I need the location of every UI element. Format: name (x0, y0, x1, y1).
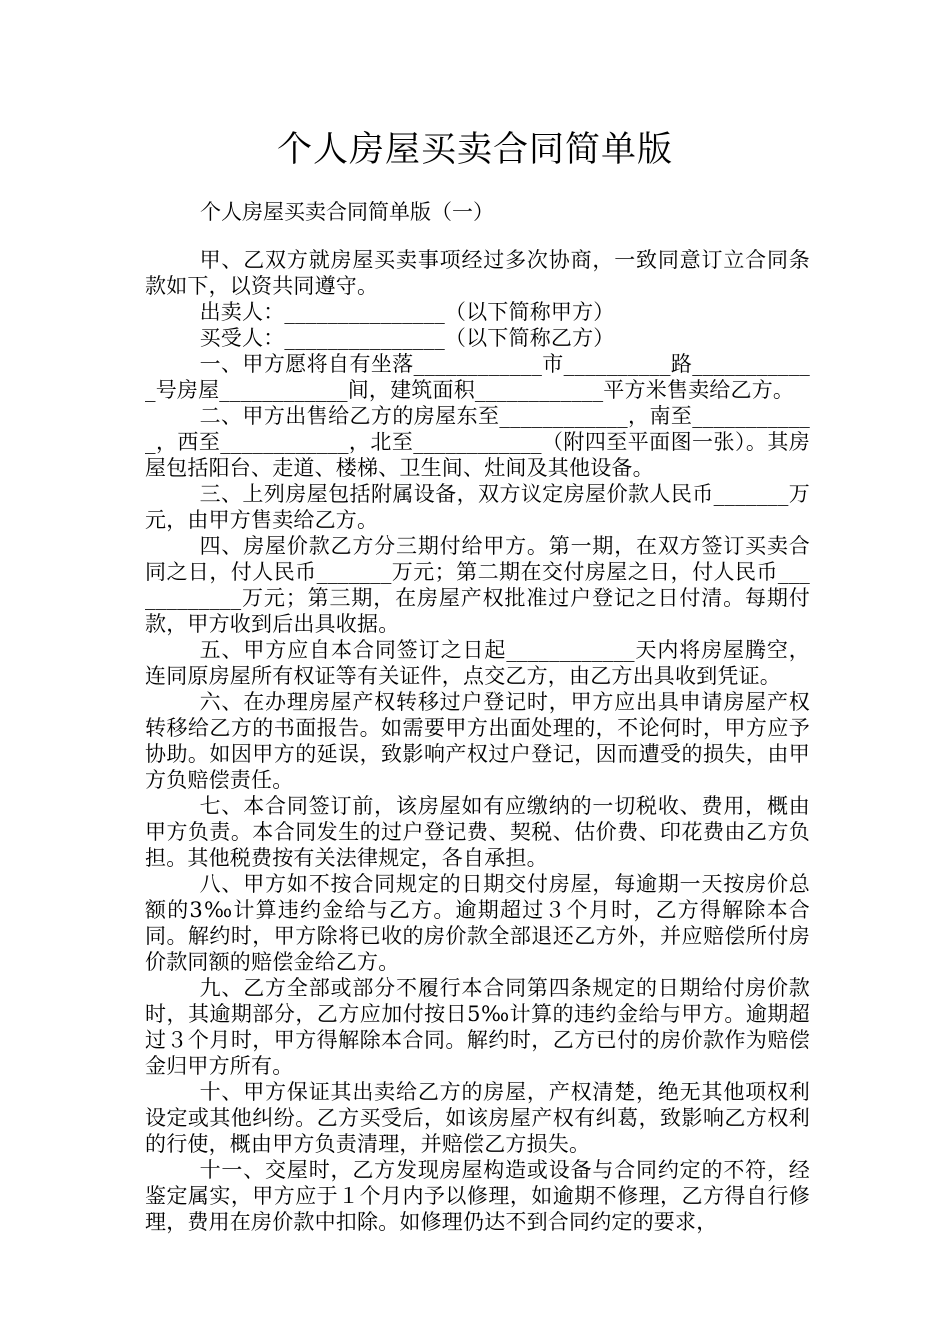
clause-1: 一、甲方愿将自有坐落____________市__________路____________号房屋____________间，建筑面积____________平方米售卖给乙方。 (145, 352, 810, 402)
paragraph-intro: 甲、乙双方就房屋买卖事项经过多次协商，一致同意订立合同条款如下，以资共同遵守。 (145, 248, 810, 298)
clause-3: 三、上列房屋包括附属设备，双方议定房屋价款人民币_______万元，由甲方售卖给乙方。 (145, 482, 810, 532)
paragraph-buyer: 买受人：_______________（以下简称乙方） (199, 326, 615, 350)
document-title: 个人房屋买卖合同简单版 (276, 130, 673, 170)
clause-11: 十一、交屋时，乙方发现房屋构造或设备与合同约定的不符，经鉴定属实，甲方应于１个月内予以修理，如逾期不修理，乙方得自行修理，费用在房价款中扣除。如修理仍达不到合同约定的要求， (145, 1158, 810, 1234)
clause-6: 六、在办理房屋产权转移过户登记时，甲方应出具申请房屋产权转移给乙方的书面报告。如需要甲方出面处理的，不论何时，甲方应予协助。如因甲方的延误，致影响产权过户登记，因而遭受的损失，由甲方负赔偿责任。 (145, 690, 810, 792)
clause-2: 二、甲方出售给乙方的房屋东至____________，南至____________，西至____________，北至____________（附四至平面图一张）。其房屋包括阳台、走道、楼梯、卫生间、灶间及其他设备。 (145, 404, 810, 480)
clause-10: 十、甲方保证其出卖给乙方的房屋，产权清楚，绝无其他项权利设定或其他纠纷。乙方买受后，如该房屋产权有纠葛，致影响乙方权利的行使，概由甲方负责清理，并赔偿乙方损失。 (145, 1080, 810, 1156)
clause-4: 四、房屋价款乙方分三期付给甲方。第一期，在双方签订买卖合同之日，付人民币_______万元；第二期在交付房屋之日，付人民币____________万元；第三期，在房屋产权批准过户登记之日付清。每期付款，甲方收到后出具收据。 (145, 534, 810, 636)
clause-8: 八、甲方如不按合同规定的日期交付房屋，每逾期一天按房价总额的3‰计算违约金给与乙方。逾期超过３个月时，乙方得解除本合同。解约时，甲方除将已收的房价款全部退还乙方外，并应赔偿所付房价款同额的赔偿金给乙方。 (145, 872, 810, 974)
clause-9: 九、乙方全部或部分不履行本合同第四条规定的日期给付房价款时，其逾期部分，乙方应加付按日5‰计算的违约金给与甲方。逾期超过３个月时，甲方得解除本合同。解约时，乙方已付的房价款作为赔偿金归甲方所有。 (145, 976, 810, 1078)
document-subtitle: 个人房屋买卖合同简单版（一） (200, 200, 494, 224)
clause-7: 七、本合同签订前，该房屋如有应缴纳的一切税收、费用，概由甲方负责。本合同发生的过户登记费、契税、估价费、印花费由乙方负担。其他税费按有关法律规定，各自承担。 (145, 794, 810, 870)
contract-body (145, 247, 810, 1235)
paragraph-seller: 出卖人：_______________（以下简称甲方） (199, 300, 615, 324)
clause-5: 五、甲方应自本合同签订之日起____________天内将房屋腾空，连同原房屋所有权证等有关证件，点交乙方，由乙方出具收到凭证。 (145, 638, 810, 688)
